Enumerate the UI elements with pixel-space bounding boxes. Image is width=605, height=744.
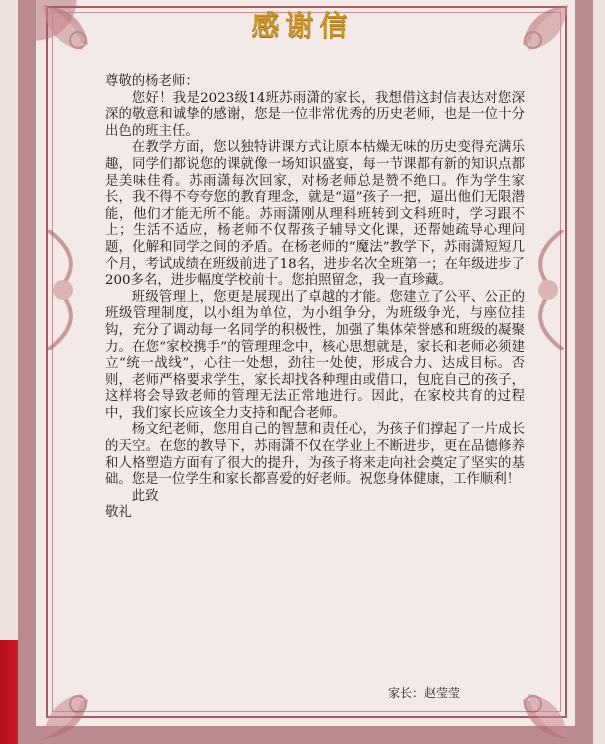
paragraph: 班级管理上，您更是展现出了卓越的才能。您建立了公平、公正的班级管理制度，以小组为单位，为小组争分，为班级争光，与座位挂钩，充分了调动每一名同学的积极性，加强了集体荣誉感和班级的凝聚力。在您“家校携手”的管理理念中，核心思想就是，家长和老师必须建立“统一战线”，心往一处想，劲往一处使，形成合力、达成目标。否则，老师严格要求学生，家长却找各种理由或借口，包庇自己的孩子，这样将会导致老师的管理无法正常地进行。因此，在家校共育的过程中，我们家长应该全力支持和配合老师。 — [105, 289, 525, 421]
signature: 家长：赵莹莹 — [388, 686, 461, 700]
letter-title: 感谢信 — [251, 9, 354, 42]
greeting: 尊敬的杨老师： — [105, 74, 199, 89]
letter-body — [105, 74, 525, 522]
paragraph: 在教学方面，您以独特讲课方式让原本枯燥无味的历史变得充满乐趣，同学们都说您的课就像一场知识盛宴，每一节课都有新的知识点都是美味佳肴。苏雨潇每次回家，对杨老师总是赞不绝口。作为学生家长，我不得不夸夸您的教育理念，就是“逼”孩子一把，逼出他们无限潜能，他们才能无所不能。苏雨潇刚从理科班转到文科班时，学习跟不上；生活不适应，杨老师不仅帮孩子辅导文化课，还帮她疏导心理问题，化解和同学之间的矛盾。在杨老师的“魔法”教学下，苏雨潇短短几个月，考试成绩在班级前进了18名，进步名次全班第一；在年级进步了200多名，进步幅度学校前十。您拍照留念，我一直珍藏。 — [105, 140, 525, 289]
paragraph: 您好！我是2023级14班苏雨潇的家长，我想借这封信表达对您深深的敬意和诚挚的感谢，您是一位非常优秀的历史老师，也是一位十分出色的班主任。 — [105, 90, 525, 139]
scroll-ornament-icon — [38, 230, 98, 350]
closing: 此致 — [131, 488, 159, 504]
salute: 敬礼 — [105, 505, 132, 521]
floral-ornament-icon — [483, 654, 573, 744]
floral-ornament-icon — [38, 654, 128, 744]
paragraph: 杨文纪老师，您用自己的智慧和责任心，为孩子们撑起了一片成长的天空。在您的教导下，苏雨潇不仅在学业上不断进步，更在品德修养和人格塑造方面有了很大的提升，为孩子将来走向社会奠定了坚实的基础。您是一位学生和家长都喜爱的好老师。祝您身体健康，工作顺利！ — [105, 422, 525, 488]
